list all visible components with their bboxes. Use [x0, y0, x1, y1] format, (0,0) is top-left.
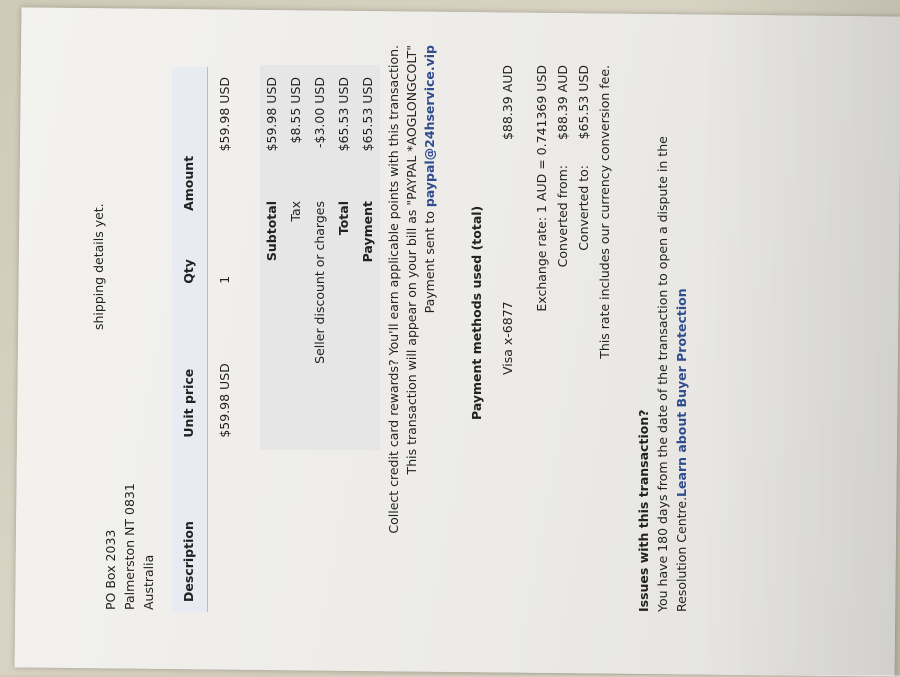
buyer-protection-link[interactable]: Learn about Buyer Protection — [673, 288, 689, 497]
total-label: Total — [335, 201, 351, 236]
exchange-block — [532, 65, 616, 520]
payment-method-amount: $88.39 AUD — [499, 65, 515, 141]
payment-method-row — [499, 65, 518, 420]
converted-to-value: $65.53 USD — [576, 65, 592, 140]
totals-row-tax — [284, 65, 308, 450]
subtotal-label: Subtotal — [263, 201, 279, 262]
payee-email-link[interactable]: paypal@24hservice.vip — [422, 45, 437, 208]
address-line-1: PO Box 2033 — [103, 529, 118, 610]
totals-row-total — [332, 65, 356, 450]
exchange-rate: Exchange rate: 1 AUD = 0.741369 USD — [534, 65, 550, 312]
fee-note-row — [595, 65, 616, 520]
conversion-fee-note: This rate includes our currency conversion fee. — [597, 65, 613, 359]
exchange-rate-row — [532, 65, 553, 520]
header-qty: Qty — [172, 221, 207, 294]
converted-from-value: $88.39 AUD — [555, 65, 571, 141]
converted-to-row — [574, 65, 595, 520]
table-header-row — [172, 67, 207, 612]
subtotal-value: $59.98 USD — [263, 77, 279, 152]
header-amount: Amount — [172, 67, 207, 221]
payment-value: $65.53 USD — [359, 77, 375, 152]
cell-qty: 1 — [216, 275, 232, 284]
payment-sent-label: Payment sent to — [422, 207, 437, 314]
discount-value: -$3.00 USD — [311, 77, 327, 148]
address-line-2: Palmerston NT 0831 — [121, 483, 137, 610]
totals-row-subtotal — [260, 65, 284, 450]
rewards-line-3 — [421, 45, 439, 630]
rewards-line-2: This transaction will appear on your bill as "PAYPAL *AOGLONGCOLT" — [404, 45, 419, 475]
totals-block — [260, 65, 380, 450]
rewards-block — [385, 45, 439, 630]
payment-methods-block — [468, 65, 518, 420]
items-table — [172, 67, 243, 612]
payment-method-name: Visa x-6877 — [499, 301, 515, 375]
cell-unit-price: $59.98 USD — [216, 363, 232, 438]
header-unit-price: Unit price — [172, 294, 207, 448]
total-value: $65.53 USD — [335, 77, 351, 152]
rewards-line-1: Collect credit card rewards? You'll earn applicable points with this transaction. — [386, 45, 401, 534]
address-block — [102, 483, 158, 610]
address-line-3: Australia — [140, 554, 156, 610]
converted-to-label: Converted to: — [576, 165, 592, 251]
totals-row-discount — [308, 65, 332, 450]
totals-row-payment — [356, 65, 380, 450]
header-description: Description — [172, 448, 207, 612]
table-row — [207, 67, 242, 612]
cell-description — [207, 448, 242, 612]
converted-from-row — [553, 65, 574, 520]
issues-line-2 — [673, 52, 692, 612]
tax-value: $8.55 USD — [287, 77, 303, 144]
converted-from-label: Converted from: — [555, 165, 571, 268]
issues-heading: Issues with this transaction? — [636, 409, 651, 612]
shipping-note: shipping details yet. — [91, 203, 106, 330]
receipt-document — [90, 40, 689, 630]
payment-label: Payment — [359, 201, 375, 263]
tax-label: Tax — [287, 201, 303, 222]
payment-methods-heading: Payment methods used (total) — [469, 205, 484, 420]
resolution-centre-text: Resolution Centre. — [673, 496, 689, 612]
issues-block — [635, 52, 691, 612]
discount-label: Seller discount or charges — [311, 201, 327, 364]
cell-amount: $59.98 USD — [216, 77, 232, 152]
issues-line-1: You have 180 days from the date of the transaction to open a dispute in the — [654, 136, 670, 612]
